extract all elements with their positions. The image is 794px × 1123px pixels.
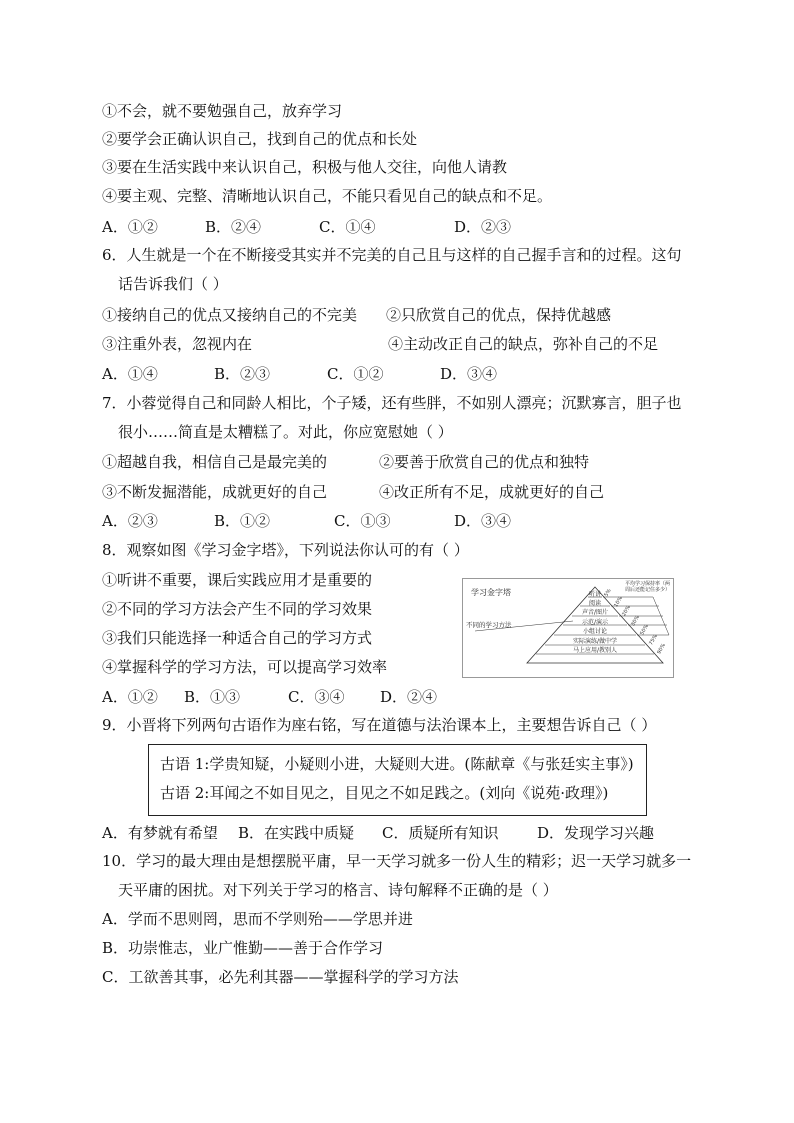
q7-option-a[interactable]: A．②③ — [102, 512, 158, 530]
q7-statement-4: ④改正所有不足，成就更好的自己 — [379, 483, 605, 501]
q10-option-b[interactable]: B．功崇惟志，业广惟勤——善于合作学习 — [102, 939, 384, 957]
q8-option-d[interactable]: D．②④ — [380, 688, 438, 706]
pyramid-level-4: 示范/演示 — [581, 619, 609, 626]
q9-quote-box — [148, 744, 647, 816]
q9-stem: 9．小晋将下列两句古语作为座右铭，写在道德与法治课本上，主要想告诉自己（ ） — [102, 716, 657, 734]
q7-option-b[interactable]: B．①② — [214, 512, 271, 530]
q6-statement-2: ②只欣赏自己的优点，保持优越感 — [386, 306, 612, 324]
learning-pyramid-figure — [462, 578, 674, 678]
q10-stem-cont: 天平庸的困扰。对下列关于学习的格言、诗句解释不正确的是（ ） — [118, 881, 558, 899]
q5-statement-3: ③要在生活实践中来认识自己，积极与他人交往，向他人请教 — [102, 158, 508, 176]
q6-option-c[interactable]: C．①② — [327, 365, 384, 383]
q7-option-c[interactable]: C．①③ — [334, 512, 391, 530]
q5-option-d[interactable]: D．②③ — [454, 218, 512, 236]
q6-statement-1: ①接纳自己的优点又接纳自己的不完美 — [102, 306, 358, 324]
pyramid-right-label: 平均学习保持率（两周后还能记住多少） — [625, 581, 671, 593]
q8-option-c[interactable]: C．③④ — [288, 688, 345, 706]
pyramid-percent-2: 10% — [613, 595, 624, 609]
q9-option-c[interactable]: C．质疑所有知识 — [382, 824, 499, 842]
q8-statement-3: ③我们只能选择一种适合自己的学习方式 — [102, 629, 373, 647]
q6-option-b[interactable]: B．②③ — [214, 365, 271, 383]
q8-option-a[interactable]: A．①② — [102, 688, 158, 706]
q8-statement-4: ④掌握科学的学习方法，可以提高学习效率 — [102, 658, 388, 676]
q9-quote-1: 古语 1:学贵知疑，小疑则小进，大疑则大进。(陈献章《与张廷实主事》) — [160, 755, 634, 773]
q10-option-a[interactable]: A．学而不思则罔，思而不学则殆——学思并进 — [102, 910, 413, 928]
q9-quote-2: 古语 2:耳闻之不如目见之，目见之不如足践之。(刘向《说苑·政理》) — [160, 784, 609, 802]
q7-stem: 7．小蓉觉得自己和同龄人相比，个子矮，还有些胖，不如别人漂亮；沉默寡言，胆子也 — [102, 394, 682, 412]
pyramid-percent-3: 20% — [621, 604, 632, 618]
pyramid-level-6: 实际演练/做中学 — [572, 638, 618, 645]
pyramid-percent-7: 90% — [656, 642, 667, 656]
pyramid-level-1: 听讲 — [588, 591, 602, 598]
q6-option-d[interactable]: D．③④ — [440, 365, 498, 383]
q7-option-d[interactable]: D．③④ — [454, 512, 512, 530]
q8-option-b[interactable]: B．①③ — [184, 688, 241, 706]
q6-option-a[interactable]: A．①④ — [102, 365, 158, 383]
q5-option-a[interactable]: A．①② — [102, 218, 158, 236]
q8-statement-1: ①听讲不重要，课后实践应用才是重要的 — [102, 571, 373, 589]
q5-statement-1: ①不会，就不要勉强自己，放弃学习 — [102, 102, 343, 120]
q8-stem: 8．观察如图《学习金字塔》，下列说法你认可的有（ ） — [102, 541, 469, 559]
q5-option-c[interactable]: C．①④ — [319, 218, 376, 236]
q7-statement-1: ①超越自我，相信自己是最完美的 — [102, 453, 328, 471]
q7-statement-3: ③不断发掘潜能，成就更好的自己 — [102, 483, 328, 501]
q7-statement-2: ②要善于欣赏自己的优点和独特 — [379, 453, 590, 471]
q6-stem-cont: 话告诉我们（ ） — [118, 275, 228, 293]
pyramid-percent-1: 5% — [603, 588, 613, 598]
q5-option-b[interactable]: B．②④ — [205, 218, 262, 236]
q8-statement-2: ②不同的学习方法会产生不同的学习效果 — [102, 600, 373, 618]
q6-stem: 6．人生就是一个在不断接受其实并不完美的自己且与这样的自己握手言和的过程。这句 — [102, 246, 682, 264]
pyramid-percent-6: 75% — [648, 633, 659, 647]
q7-stem-cont: 很小……简直是太糟糕了。对此，你应宽慰她（ ） — [118, 423, 453, 441]
pyramid-left-label: 不同的学习方法 — [466, 621, 512, 629]
pyramid-percent-4: 30% — [630, 614, 641, 628]
pyramid-percent-5: 50% — [639, 623, 650, 637]
q6-statement-4: ④主动改正自己的缺点，弥补自己的不足 — [388, 335, 659, 353]
q9-option-a[interactable]: A．有梦就有希望 — [102, 824, 218, 842]
pyramid-level-5: 小组讨论 — [582, 628, 608, 635]
q9-option-b[interactable]: B．在实践中质疑 — [238, 824, 355, 842]
pyramid-level-3: 声音/图片 — [581, 609, 609, 616]
q10-stem: 10．学习的最大理由是想摆脱平庸，早一天学习就多一份人生的精彩；迟一天学习就多一 — [102, 852, 692, 870]
pyramid-level-2: 阅读 — [588, 600, 602, 607]
q9-option-d[interactable]: D．发现学习兴趣 — [537, 824, 655, 842]
q5-statement-4: ④要主观、完整、清晰地认识自己，不能只看见自己的缺点和不足。 — [102, 187, 553, 205]
pyramid-level-7: 马上应用/教别人 — [572, 647, 618, 654]
q6-statement-3: ③注重外表，忽视内在 — [102, 335, 253, 353]
q5-statement-2: ②要学会正确认识自己，找到自己的优点和长处 — [102, 130, 418, 148]
pyramid-title: 学习金字塔 — [471, 588, 511, 597]
q10-option-c[interactable]: C．工欲善其事，必先利其器——掌握科学的学习方法 — [102, 968, 459, 986]
